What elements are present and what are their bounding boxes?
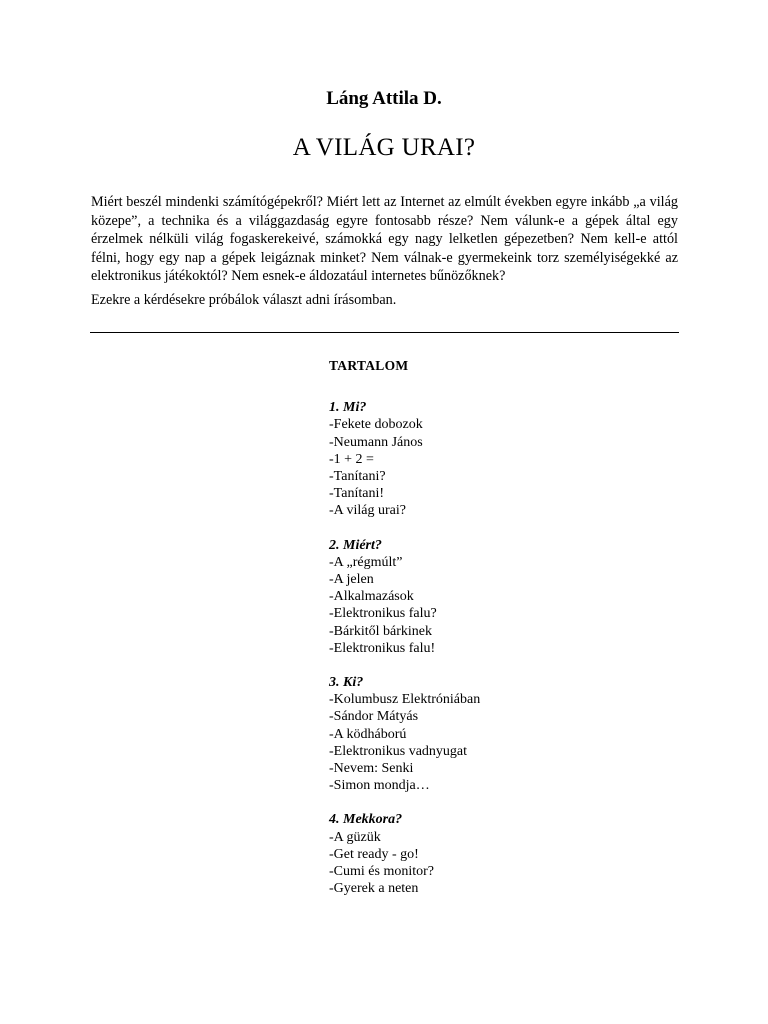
intro-text [91,193,678,310]
toc-section-title: 2. Miért? [329,537,382,553]
toc-item: -A ködháború [329,726,407,742]
toc-item: -Bárkitől bárkinek [329,623,433,639]
intro-paragraph-2: Ezekre a kérdésekre próbálok választ adni írásomban. [91,291,397,308]
toc-section-title: 3. Ki? [329,675,364,691]
toc-item: -Elektronikus vadnyugat [329,743,468,759]
toc-item: -Elektronikus falu? [329,606,437,622]
toc-section-title: 1. Mi? [329,400,367,416]
toc-item: -Neumann János [329,434,423,450]
table-of-contents [329,357,629,914]
toc-item: -Simon mondja… [329,778,430,794]
toc-item: -1 + 2 = [329,451,374,467]
toc-item: -A güzük [329,829,381,845]
toc-section-2 [329,537,629,657]
toc-item: -A „régmúlt” [329,554,403,570]
toc-item: -Gyerek a neten [329,881,419,897]
toc-item: -Nevem: Senki [329,761,414,777]
toc-heading: TARTALOM [329,358,409,373]
intro-paragraph-1: Miért beszél mindenki számítógépekről? Miért lett az Internet az elmúlt években egyre inkább „a világ közepe”, a technika és a világgazdaság egyre fontosabb része? Nem válunk-e a gépek által egy érzelmek nélküli világ fogaskerekeivé, számokká egy nagy lelketlen gépezetben? Nem kell-e attól félni, hogy egy nap a gépek leigáznak minket? Nem válnak-e gyermekeink torz személyiségekké az elektronikus játékoktól? Nem esnek-e áldozatául internetes bűnözőknek? [91,194,678,285]
toc-item: -Elektronikus falu! [329,640,436,656]
horizontal-divider [90,332,679,333]
toc-item: -A jelen [329,572,374,588]
toc-item: -Tanítani! [329,486,384,502]
toc-item: -Sándor Mátyás [329,709,419,725]
toc-section-1 [329,399,629,519]
toc-item: -Tanítani? [329,469,386,485]
toc-item: -Alkalmazások [329,589,414,605]
toc-item: -Get ready - go! [329,846,419,862]
document-title: A VILÁG URAI? [292,134,476,161]
toc-item: -Kolumbusz Elektróniában [329,692,481,708]
toc-item: -Fekete dobozok [329,417,423,433]
author-name: Láng Attila D. [326,88,442,109]
toc-section-title: 4. Mekkora? [329,812,403,828]
toc-section-4 [329,811,629,897]
toc-item: -A világ urai? [329,503,406,519]
toc-item: -Cumi és monitor? [329,864,434,880]
toc-section-3 [329,674,629,794]
